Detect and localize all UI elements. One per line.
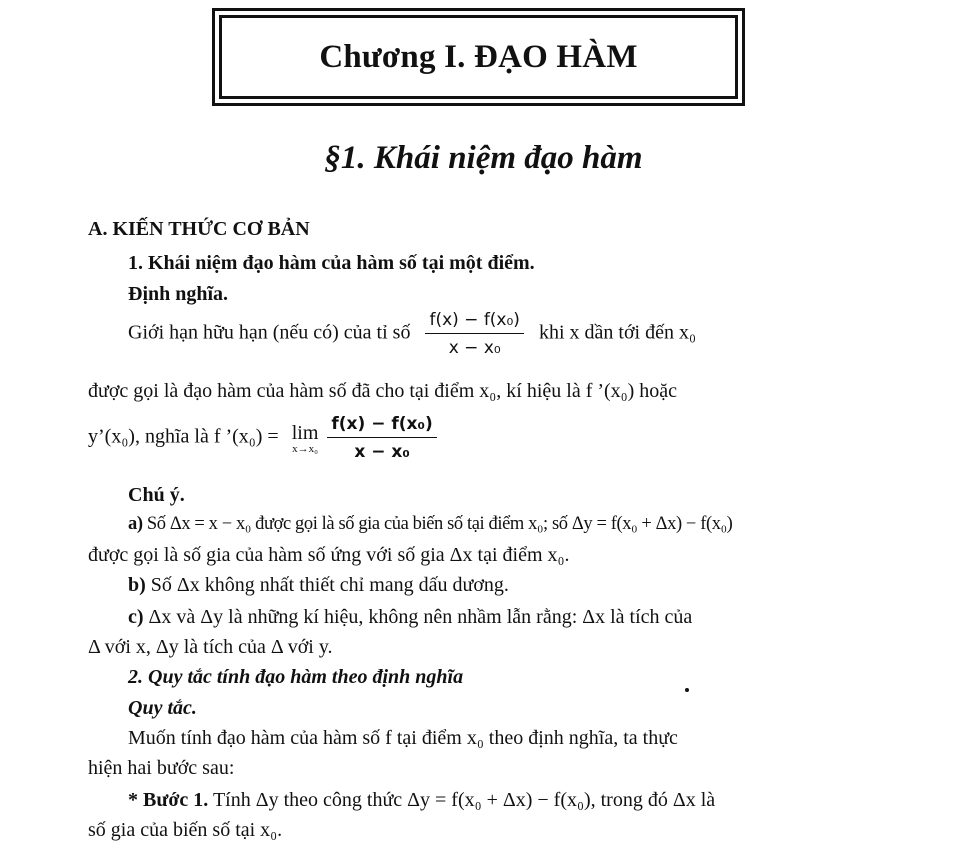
rule-line-1: Muốn tính đạo hàm của hàm số f tại điểm x₀ theo định nghĩa, ta thực (128, 727, 678, 749)
note-c-label: c) (128, 606, 144, 628)
note-b-text: Số Δx không nhất thiết chỉ mang dấu dương. (150, 574, 509, 596)
limit-subscript: x→x₀ (292, 442, 318, 455)
step1-line-1 (128, 789, 715, 812)
ratio-fraction (425, 310, 524, 358)
derivative-denominator: x − x₀ (354, 442, 410, 462)
derivative-numerator: f(x) − f(x₀) (327, 414, 436, 438)
definition-line-3 (88, 414, 437, 462)
step1-label: * Bước 1. (128, 789, 209, 811)
item1-heading: 1. Khái niệm đạo hàm của hàm số tại một điểm. (128, 252, 535, 274)
step1-text: Tính Δy theo công thức Δy = f(x₀ + Δx) − f(x₀), trong đó Δx là (212, 789, 716, 811)
definition-line-2: được gọi là đạo hàm của hàm số đã cho tại điểm x₀, kí hiệu là f ’(x₀) hoặc (88, 380, 678, 402)
note-a-label: a) (128, 514, 143, 534)
definition-line-1-before: Giới hạn hữu hạn (nếu có) của tỉ số (128, 321, 411, 344)
section-title: §1. Khái niệm đạo hàm (324, 140, 643, 176)
print-speck (685, 688, 689, 692)
note-c-line-1 (128, 606, 692, 629)
step1-line-2: số gia của biến số tại x₀. (88, 819, 283, 841)
part-a-heading: A. KIẾN THỨC CƠ BẢN (88, 218, 310, 240)
note-a-text: Số Δx = x − x₀ được gọi là số gia của biến số tại điểm x₀; số Δy = f(x₀ + Δx) − f(x₀) (146, 514, 733, 534)
note-c-text: Δx và Δy là những kí hiệu, không nên nhầm lẫn rằng: Δx là tích của (148, 606, 693, 628)
ratio-numerator: f(x) − f(x₀) (425, 310, 524, 334)
chapter-title: Chương I. ĐẠO HÀM (319, 38, 638, 75)
definition-line-1 (128, 310, 696, 358)
note-c-line-2: Δ với x, Δy là tích của Δ với y. (88, 636, 333, 658)
rule-line-2: hiện hai bước sau: (88, 757, 235, 779)
note-label: Chú ý. (128, 484, 185, 506)
note-b-label: b) (128, 574, 146, 596)
note-a-line-1 (128, 514, 732, 535)
note-a-line-2: được gọi là số gia của hàm số ứng với số gia Δx tại điểm x₀. (88, 544, 570, 566)
limit-word: lim (291, 421, 319, 444)
chapter-inner-frame (219, 15, 738, 99)
rule-label: Quy tắc. (128, 697, 197, 719)
chapter-frame (212, 8, 745, 106)
ratio-denominator: x − x₀ (448, 338, 501, 358)
derivative-fraction (327, 414, 436, 462)
note-b (128, 574, 509, 597)
definition-line-3-before: y’(x₀), nghĩa là f ’(x₀) = (88, 425, 279, 448)
limit-operator (292, 422, 319, 455)
definition-label: Định nghĩa. (128, 283, 229, 305)
definition-line-1-after: khi x dần tới đến x₀ (538, 321, 696, 344)
item2-heading: 2. Quy tắc tính đạo hàm theo định nghĩa (128, 666, 464, 688)
